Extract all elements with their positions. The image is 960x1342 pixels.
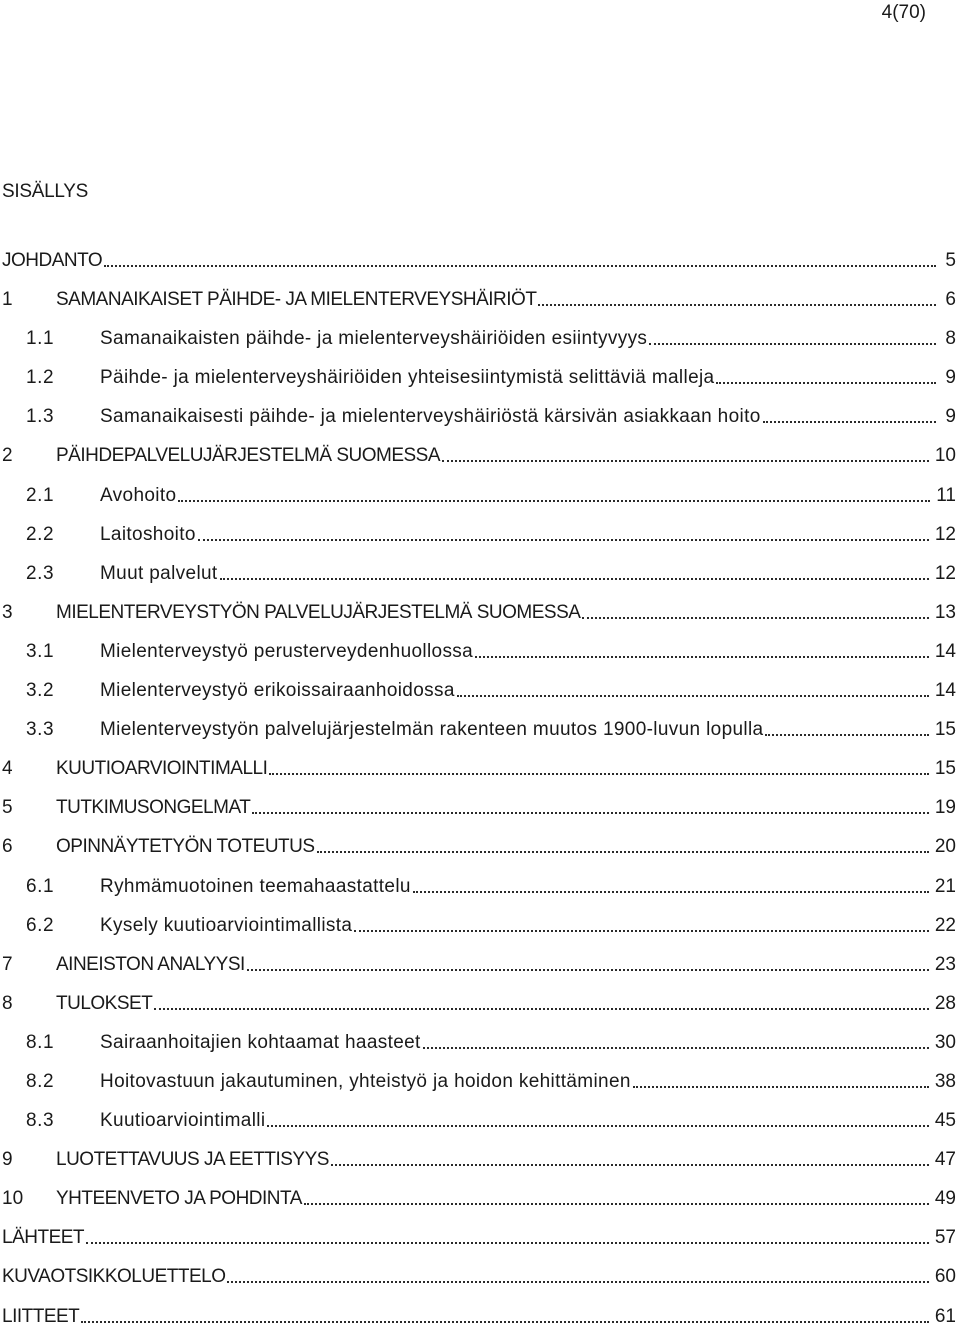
toc-entry-title: Päihde- ja mielenterveyshäiriöiden yhteisesiintymistä selittäviä malleja <box>100 367 715 389</box>
toc-dot-leader <box>647 328 940 350</box>
toc-entry-number: 1 <box>2 289 13 311</box>
toc-entry[interactable] <box>0 1303 956 1342</box>
toc-entry-title: Samanaikaisesti päihde- ja mielenterveyshäiriöstä kärsivän asiakkaan hoito <box>100 406 761 428</box>
toc-entry[interactable] <box>0 794 956 833</box>
toc-entry[interactable] <box>0 482 956 521</box>
toc-entry[interactable] <box>0 677 956 716</box>
toc-dot-leader <box>329 1149 933 1171</box>
toc-entry-page: 14 <box>934 680 956 702</box>
toc-entry-page: 8 <box>945 328 956 350</box>
toc-entry[interactable] <box>0 1185 956 1224</box>
toc-entry-page: 5 <box>945 250 956 271</box>
toc-entry[interactable] <box>0 364 956 403</box>
toc-entry-page: 15 <box>934 758 956 780</box>
toc-dot-leader <box>714 367 940 389</box>
toc-dot-leader <box>302 1188 933 1210</box>
toc-entry-title: Sairaanhoitajien kohtaamat haasteet <box>100 1031 421 1053</box>
toc-dot-leader <box>250 797 933 819</box>
toc-entry-number: 2.3 <box>26 562 55 584</box>
toc-entry[interactable] <box>0 325 956 364</box>
toc-entry-number: 3.2 <box>26 680 55 702</box>
toc-entry-number: 6.1 <box>26 875 55 897</box>
toc-dot-leader <box>245 954 933 976</box>
toc-entry-page: 19 <box>934 797 956 819</box>
table-of-contents <box>0 247 956 1342</box>
toc-entry-page: 22 <box>934 914 956 936</box>
toc-entry-page: 13 <box>934 601 956 623</box>
toc-entry-title: Kuutioarviointimalli <box>100 1110 266 1132</box>
toc-entry-title: Avohoito <box>100 484 177 506</box>
toc-entry-number: 5 <box>2 797 13 819</box>
toc-entry-page: 30 <box>934 1031 956 1053</box>
toc-dot-leader <box>84 1227 933 1249</box>
toc-entry[interactable] <box>0 990 956 1029</box>
toc-dot-leader <box>267 758 933 780</box>
toc-entry-page: 28 <box>934 992 956 1014</box>
toc-entry[interactable] <box>0 560 956 599</box>
toc-entry-page: 60 <box>934 1266 956 1288</box>
toc-entry-title: PÄIHDEPALVELUJÄRJESTELMÄ SUOMESSA <box>56 445 441 467</box>
toc-entry-title: MIELENTERVEYSTYÖN PALVELUJÄRJESTELMÄ SUOMESSA <box>56 601 581 623</box>
toc-entry-number: 8.2 <box>26 1070 55 1092</box>
toc-entry-page: 21 <box>934 875 956 897</box>
toc-entry-number: 1.3 <box>26 406 55 428</box>
toc-entry[interactable] <box>0 521 956 560</box>
toc-entry-page: 23 <box>934 953 956 975</box>
toc-entry[interactable] <box>0 442 956 481</box>
toc-entry-title: SAMANAIKAISET PÄIHDE- JA MIELENTERVEYSHÄIRIÖT <box>56 289 537 311</box>
toc-entry-number: 3.1 <box>26 640 55 662</box>
toc-entry-title: LUOTETTAVUUS JA EETTISYYS <box>56 1149 329 1171</box>
toc-entry-title: LIITTEET <box>2 1305 80 1327</box>
toc-entry-title: Ryhmämuotoinen teemahaastattelu <box>100 875 411 897</box>
toc-entry-number: 4 <box>2 758 13 780</box>
toc-entry[interactable] <box>0 873 956 912</box>
toc-dot-leader <box>421 1032 933 1054</box>
toc-entry-page: 57 <box>934 1227 956 1249</box>
toc-dot-leader <box>580 602 932 624</box>
toc-entry-page: 12 <box>934 562 956 584</box>
toc-dot-leader <box>315 836 933 858</box>
toc-entry-title: LÄHTEET <box>2 1227 85 1249</box>
toc-entry-title: Muut palvelut <box>100 562 218 584</box>
toc-entry-number: 1.1 <box>26 328 55 350</box>
toc-entry-title: Mielenterveystyö perusterveydenhuollossa <box>100 640 474 662</box>
toc-entry-title: YHTEENVETO JA POHDINTA <box>56 1188 302 1210</box>
toc-entry-title: Mielenterveystyö erikoissairaanhoidossa <box>100 680 455 702</box>
toc-dot-leader <box>225 1266 932 1288</box>
toc-dot-leader <box>411 876 933 898</box>
toc-dot-leader <box>102 250 940 272</box>
toc-entry[interactable] <box>0 403 956 442</box>
toc-entry-number: 8.3 <box>26 1110 55 1132</box>
toc-entry[interactable] <box>0 716 956 755</box>
toc-entry[interactable] <box>0 755 956 794</box>
toc-entry-page: 6 <box>945 289 956 311</box>
toc-entry-page: 49 <box>934 1188 956 1210</box>
toc-entry-page: 9 <box>945 406 956 428</box>
toc-entry-page: 15 <box>934 719 956 741</box>
toc-entry-title: AINEISTON ANALYYSI <box>56 953 245 975</box>
toc-entry-page: 10 <box>934 445 956 467</box>
toc-entry-page: 47 <box>934 1149 956 1171</box>
toc-entry-title: KUVAOTSIKKOLUETTELO <box>2 1266 226 1288</box>
toc-entry-title: Mielenterveystyön palvelujärjestelmän rakenteen muutos 1900-luvun lopulla <box>100 719 764 741</box>
toc-entry-number: 6 <box>2 836 13 858</box>
toc-entry-title: TULOKSET <box>56 992 153 1014</box>
toc-dot-leader <box>152 993 933 1015</box>
toc-entry-number: 2.2 <box>26 523 55 545</box>
toc-dot-leader <box>196 524 933 546</box>
toc-entry-page: 38 <box>934 1070 956 1092</box>
toc-entry-title: JOHDANTO <box>2 250 103 271</box>
toc-heading: SISÄLLYS <box>2 181 88 202</box>
toc-dot-leader <box>440 445 933 467</box>
toc-dot-leader <box>763 719 932 741</box>
toc-entry[interactable] <box>0 1224 956 1263</box>
toc-entry-number: 10 <box>2 1188 24 1210</box>
toc-entry-page: 61 <box>934 1305 956 1327</box>
toc-entry-number: 7 <box>2 953 13 975</box>
toc-entry-title: KUUTIOARVIOINTIMALLI <box>56 758 268 780</box>
toc-entry-page: 14 <box>934 640 956 662</box>
toc-entry[interactable] <box>0 286 956 325</box>
toc-entry-number: 8 <box>2 992 13 1014</box>
page-number: 4(70) <box>881 2 926 23</box>
toc-dot-leader <box>79 1306 933 1328</box>
toc-entry[interactable] <box>0 247 956 286</box>
toc-entry-title: Kysely kuutioarviointimallista <box>100 914 353 936</box>
toc-dot-leader <box>352 915 933 937</box>
toc-entry[interactable] <box>0 951 956 990</box>
toc-entry[interactable] <box>0 1029 956 1068</box>
toc-entry-number: 6.2 <box>26 914 55 936</box>
toc-entry-title: OPINNÄYTETYÖN TOTEUTUS <box>56 836 315 858</box>
toc-dot-leader <box>631 1071 933 1093</box>
toc-dot-leader <box>265 1110 932 1132</box>
toc-dot-leader <box>176 485 934 507</box>
toc-entry[interactable] <box>0 1263 956 1302</box>
toc-entry-title: Hoitovastuun jakautuminen, yhteistyö ja hoidon kehittäminen <box>100 1070 631 1092</box>
toc-entry-number: 9 <box>2 1149 13 1171</box>
toc-entry[interactable] <box>0 1107 956 1146</box>
toc-dot-leader <box>455 680 933 702</box>
toc-entry-number: 3.3 <box>26 719 55 741</box>
toc-dot-leader <box>473 641 933 663</box>
toc-entry-title: Samanaikaisten päihde- ja mielenterveyshäiriöiden esiintyvyys <box>100 328 648 350</box>
toc-entry-number: 8.1 <box>26 1031 55 1053</box>
toc-dot-leader <box>536 289 940 311</box>
toc-entry-number: 3 <box>2 601 13 623</box>
toc-entry-title: TUTKIMUSONGELMAT <box>56 797 251 819</box>
toc-entry[interactable] <box>0 1068 956 1107</box>
toc-entry-number: 2.1 <box>26 484 55 506</box>
toc-entry[interactable] <box>0 638 956 677</box>
toc-entry-page: 45 <box>934 1110 956 1132</box>
toc-dot-leader <box>218 563 933 585</box>
toc-entry-page: 20 <box>934 836 956 858</box>
toc-entry[interactable] <box>0 599 956 638</box>
toc-entry[interactable] <box>0 912 956 951</box>
toc-entry-number: 2 <box>2 445 13 467</box>
toc-entry-page: 9 <box>945 367 956 389</box>
toc-entry[interactable] <box>0 833 956 872</box>
toc-entry-page: 12 <box>934 523 956 545</box>
toc-entry-page: 11 <box>936 484 956 506</box>
toc-entry-number: 1.2 <box>26 367 55 389</box>
toc-entry[interactable] <box>0 1146 956 1185</box>
toc-dot-leader <box>761 406 940 428</box>
toc-entry-title: Laitoshoito <box>100 523 196 545</box>
